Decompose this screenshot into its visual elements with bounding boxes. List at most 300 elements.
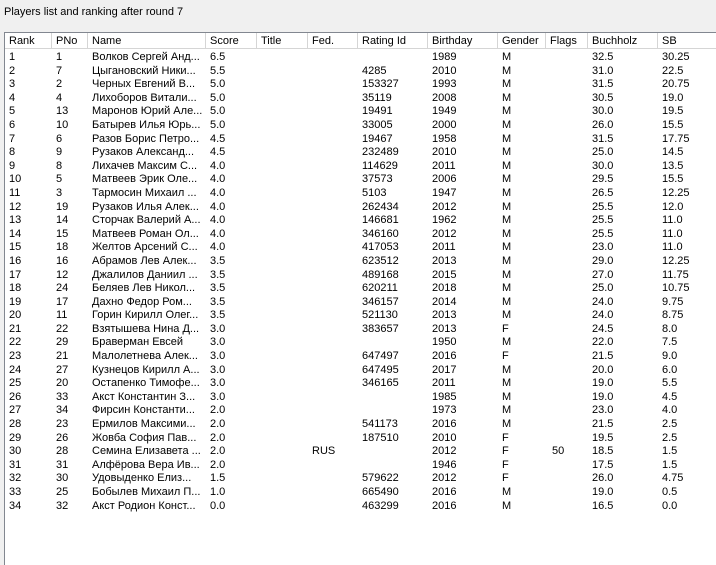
- cell-name: Беляев Лев Никол...: [92, 282, 196, 295]
- cell-pno: 1: [56, 51, 63, 63]
- cell-rank: 6: [9, 118, 16, 131]
- cell-buch: 21.5: [592, 350, 614, 363]
- cell-name: Фирсин Константи...: [92, 404, 195, 417]
- cell-buch: 24.0: [592, 309, 614, 322]
- cell-pno: 7: [56, 64, 63, 77]
- table-row[interactable]: [5, 500, 716, 514]
- cell-bday: 2012: [432, 472, 457, 485]
- cell-sb: 4.75: [662, 472, 684, 485]
- cell-rank: 9: [9, 159, 16, 172]
- col-header-fed[interactable]: Fed.: [308, 33, 358, 49]
- cell-gender: M: [502, 404, 512, 417]
- cell-title: [261, 364, 309, 378]
- cell-bday: 1962: [432, 214, 457, 227]
- cell-pno: 32: [56, 499, 69, 512]
- cell-sb: 8.75: [662, 309, 684, 322]
- cell-name: Матвеев Эрик Оле...: [92, 173, 198, 186]
- table-row[interactable]: [5, 201, 716, 215]
- cell-bday: 2016: [432, 350, 457, 363]
- table-row[interactable]: [5, 350, 716, 364]
- cell-rank: 12: [9, 200, 22, 213]
- cell-bday: 2012: [432, 200, 457, 213]
- cell-sb: 15.5: [662, 173, 684, 186]
- col-header-rating-id[interactable]: Rating Id: [358, 33, 428, 49]
- table-row[interactable]: [5, 255, 716, 269]
- cell-fed: [312, 92, 360, 106]
- cell-flags: [552, 404, 592, 418]
- cell-gender: M: [502, 105, 512, 118]
- cell-sb: 12.25: [662, 254, 690, 267]
- table-row[interactable]: [5, 160, 716, 174]
- cell-buch: 31.5: [592, 132, 614, 145]
- cell-rating: 33005: [362, 118, 393, 131]
- table-row[interactable]: [5, 309, 716, 323]
- cell-score: 2.0: [210, 445, 226, 458]
- cell-bday: 1958: [432, 132, 457, 145]
- cell-bday: 2016: [432, 418, 457, 431]
- cell-rating: 262434: [362, 200, 399, 213]
- cell-flags: [552, 255, 592, 269]
- table-row[interactable]: [5, 241, 716, 255]
- cell-sb: 1.5: [662, 458, 678, 471]
- cell-sb: 4.5: [662, 390, 678, 403]
- cell-flags: [552, 377, 592, 391]
- cell-bday: 1946: [432, 458, 457, 471]
- cell-title: [261, 404, 309, 418]
- cell-bday: 2016: [432, 499, 457, 512]
- cell-pno: 28: [56, 445, 69, 458]
- cell-gender: M: [502, 146, 512, 159]
- cell-rank: 10: [9, 173, 22, 186]
- cell-rank: 11: [9, 186, 21, 199]
- cell-flags: [552, 296, 592, 310]
- table-row[interactable]: [5, 377, 716, 391]
- cell-bday: 2006: [432, 173, 457, 186]
- cell-score: 3.5: [210, 282, 226, 295]
- table-row[interactable]: [5, 51, 716, 65]
- table-row[interactable]: [5, 459, 716, 473]
- cell-buch: 31.0: [592, 64, 614, 77]
- cell-rank: 14: [9, 227, 22, 240]
- cell-sb: 0.5: [662, 486, 678, 498]
- cell-sb: 2.5: [662, 431, 678, 444]
- window-title: Players list and ranking after round 7: [4, 6, 184, 18]
- cell-title: [261, 105, 309, 119]
- cell-title: [261, 377, 309, 391]
- cell-pno: 30: [56, 472, 69, 485]
- cell-flags: [552, 269, 592, 283]
- cell-score: 4.0: [210, 159, 226, 172]
- cell-title: [261, 160, 309, 174]
- cell-pno: 29: [56, 336, 69, 349]
- cell-rank: 34: [9, 499, 22, 512]
- col-header-birthday[interactable]: Birthday: [428, 33, 498, 49]
- cell-gender: M: [502, 132, 512, 145]
- cell-score: 0.0: [210, 499, 226, 512]
- table-row[interactable]: [5, 364, 716, 378]
- cell-bday: 2013: [432, 254, 457, 267]
- cell-gender: M: [502, 186, 512, 199]
- cell-title: [261, 65, 309, 79]
- cell-buch: 18.5: [592, 445, 614, 458]
- cell-rating: 19491: [362, 105, 393, 118]
- cell-gender: M: [502, 390, 512, 403]
- cell-flags: [552, 105, 592, 119]
- cell-pno: 21: [56, 350, 69, 363]
- cell-score: 4.0: [210, 227, 226, 240]
- cell-name: Разов Борис Петро...: [92, 132, 200, 145]
- cell-pno: 26: [56, 431, 69, 444]
- cell-bday: 2016: [432, 486, 457, 498]
- table-row[interactable]: [5, 282, 716, 296]
- cell-sb: 12.25: [662, 186, 690, 199]
- table-row[interactable]: [5, 119, 716, 133]
- cell-fed: [312, 214, 360, 228]
- cell-rating: [362, 51, 430, 65]
- cell-fed: [312, 78, 360, 92]
- cell-rating: [362, 445, 430, 459]
- cell-rank: 29: [9, 431, 22, 444]
- cell-score: 6.5: [210, 51, 226, 63]
- cell-flags: [552, 364, 592, 378]
- cell-score: 3.5: [210, 295, 226, 308]
- table-row[interactable]: [5, 391, 716, 405]
- cell-bday: 2012: [432, 445, 457, 458]
- cell-gender: M: [502, 486, 512, 498]
- cell-flags: [552, 241, 592, 255]
- cell-rating: 417053: [362, 241, 399, 254]
- cell-score: 3.0: [210, 336, 226, 349]
- cell-fed: [312, 336, 360, 350]
- table-row[interactable]: [5, 65, 716, 79]
- cell-pno: 14: [56, 214, 69, 227]
- cell-fed: [312, 201, 360, 215]
- cell-buch: 26.5: [592, 186, 614, 199]
- cell-sb: 11.0: [662, 227, 683, 240]
- cell-bday: 1973: [432, 404, 457, 417]
- cell-rank: 23: [9, 350, 22, 363]
- cell-sb: 11.0: [662, 214, 683, 227]
- cell-fed: [312, 350, 360, 364]
- cell-pno: 4: [56, 91, 63, 104]
- cell-flags: [552, 160, 592, 174]
- cell-buch: 19.5: [592, 431, 614, 444]
- table-row[interactable]: [5, 78, 716, 92]
- cell-gender: M: [502, 295, 512, 308]
- cell-score: 5.0: [210, 105, 226, 118]
- cell-rating: 232489: [362, 146, 399, 159]
- cell-name: Бобылев Михаил П...: [92, 486, 201, 498]
- cell-rating: 665490: [362, 486, 399, 498]
- cell-fed: [312, 187, 360, 201]
- cell-buch: 25.5: [592, 227, 614, 240]
- cell-name: Желтов Арсений С...: [92, 241, 198, 254]
- cell-fed: [312, 119, 360, 133]
- cell-flags: [552, 336, 592, 350]
- cell-flags: [552, 201, 592, 215]
- grid-header: [5, 33, 716, 50]
- cell-name: Абрамов Лев Алек...: [92, 254, 197, 267]
- cell-rating: 623512: [362, 254, 399, 267]
- cell-score: 1.5: [210, 472, 226, 485]
- cell-title: [261, 173, 309, 187]
- cell-title: [261, 92, 309, 106]
- cell-bday: 1949: [432, 105, 457, 118]
- cell-rank: 5: [9, 105, 16, 118]
- cell-sb: 19.0: [662, 91, 684, 104]
- cell-rating: 647497: [362, 350, 399, 363]
- cell-name: Черных Евгений В...: [92, 78, 196, 91]
- cell-pno: 19: [56, 200, 69, 213]
- cell-name: Рузаков Илья Алек...: [92, 200, 199, 213]
- cell-rating: 346157: [362, 295, 399, 308]
- cell-fed: [312, 160, 360, 174]
- cell-gender: F: [502, 322, 509, 335]
- cell-sb: 9.0: [662, 350, 678, 363]
- cell-bday: 2018: [432, 282, 457, 295]
- cell-rank: 18: [9, 282, 22, 295]
- cell-sb: 14.5: [662, 146, 684, 159]
- cell-gender: F: [502, 472, 509, 485]
- cell-rating: 114629: [362, 159, 398, 172]
- table-row[interactable]: [5, 432, 716, 446]
- cell-pno: 33: [56, 390, 69, 403]
- table-row[interactable]: [5, 92, 716, 106]
- cell-pno: 22: [56, 322, 69, 335]
- cell-gender: M: [502, 336, 512, 349]
- cell-gender: M: [502, 418, 512, 431]
- cell-buch: 25.0: [592, 282, 614, 295]
- col-header-pno[interactable]: PNo: [52, 33, 88, 49]
- cell-pno: 17: [56, 295, 69, 308]
- cell-buch: 24.5: [592, 322, 614, 335]
- col-header-sb[interactable]: SB: [658, 33, 716, 49]
- cell-name: Браверман Евсей: [92, 336, 184, 349]
- cell-gender: M: [502, 118, 512, 131]
- cell-sb: 0.0: [662, 499, 678, 512]
- cell-rank: 27: [9, 404, 22, 417]
- cell-sb: 22.5: [662, 64, 684, 77]
- cell-sb: 7.5: [662, 336, 678, 349]
- table-row[interactable]: [5, 105, 716, 119]
- cell-fed: [312, 500, 360, 514]
- cell-bday: 2014: [432, 295, 457, 308]
- cell-buch: 23.0: [592, 241, 614, 254]
- col-header-gender[interactable]: Gender: [498, 33, 546, 49]
- cell-flags: [552, 51, 592, 65]
- table-row[interactable]: [5, 336, 716, 350]
- cell-rating: 35119: [362, 91, 392, 104]
- cell-gender: F: [502, 350, 509, 363]
- cell-fed: [312, 404, 360, 418]
- cell-bday: 2000: [432, 118, 457, 131]
- cell-flags: [552, 173, 592, 187]
- cell-flags: [552, 418, 592, 432]
- cell-rating: [362, 391, 430, 405]
- cell-pno: 6: [56, 132, 63, 145]
- cell-gender: F: [502, 445, 509, 458]
- cell-score: 5.0: [210, 91, 226, 104]
- cell-score: 5.0: [210, 118, 226, 131]
- cell-sb: 30.25: [662, 51, 690, 63]
- cell-rank: 15: [9, 241, 22, 254]
- cell-title: [261, 418, 309, 432]
- table-row[interactable]: [5, 214, 716, 228]
- cell-pno: 20: [56, 377, 69, 390]
- cell-pno: 5: [56, 173, 63, 186]
- cell-sb: 6.0: [662, 363, 678, 376]
- table-row[interactable]: [5, 323, 716, 337]
- table-row[interactable]: [5, 187, 716, 201]
- cell-name: Дахно Федор Ром...: [92, 295, 192, 308]
- cell-gender: M: [502, 91, 512, 104]
- cell-fed: [312, 241, 360, 255]
- col-header-title[interactable]: Title: [257, 33, 308, 49]
- cell-title: [261, 269, 309, 283]
- cell-buch: 23.0: [592, 404, 614, 417]
- cell-pno: 23: [56, 418, 69, 431]
- cell-rank: 2: [9, 64, 16, 77]
- cell-name: Горин Кирилл Олег...: [92, 309, 199, 322]
- table-row[interactable]: [5, 486, 716, 500]
- cell-bday: 2011: [432, 241, 456, 254]
- table-row[interactable]: [5, 228, 716, 242]
- cell-name: Джалилов Даниил ...: [92, 268, 198, 281]
- cell-buch: 32.5: [592, 51, 614, 63]
- cell-bday: 2012: [432, 227, 457, 240]
- cell-flags: [552, 65, 592, 79]
- cell-flags: [552, 187, 592, 201]
- cell-bday: 2013: [432, 322, 457, 335]
- cell-pno: 10: [56, 118, 69, 131]
- table-row[interactable]: [5, 472, 716, 486]
- cell-title: [261, 282, 309, 296]
- cell-rank: 25: [9, 377, 22, 390]
- cell-buch: 30.5: [592, 91, 614, 104]
- cell-title: [261, 214, 309, 228]
- cell-flags: [552, 92, 592, 106]
- cell-buch: 31.5: [592, 78, 614, 91]
- cell-pno: 34: [56, 404, 69, 417]
- cell-sb: 11.0: [662, 241, 683, 254]
- cell-pno: 9: [56, 146, 63, 159]
- col-header-rank[interactable]: Rank: [5, 33, 52, 49]
- cell-bday: 2013: [432, 309, 457, 322]
- cell-rank: 20: [9, 309, 22, 322]
- cell-title: [261, 350, 309, 364]
- cell-name: Сторчак Валерий А...: [92, 214, 201, 227]
- col-header-buchholz[interactable]: Buchholz: [588, 33, 658, 49]
- table-row[interactable]: [5, 133, 716, 147]
- cell-fed: [312, 105, 360, 119]
- table-row[interactable]: [5, 445, 716, 459]
- cell-name: Малолетнева Алек...: [92, 350, 198, 363]
- cell-sb: 11.75: [662, 268, 689, 281]
- cell-rank: 3: [9, 78, 16, 91]
- cell-bday: 2011: [432, 159, 456, 172]
- cell-rank: 1: [9, 51, 16, 63]
- cell-rating: [362, 336, 430, 350]
- cell-gender: F: [502, 458, 509, 471]
- cell-bday: 2011: [432, 377, 456, 390]
- cell-title: [261, 201, 309, 215]
- table-row[interactable]: [5, 146, 716, 160]
- cell-gender: M: [502, 241, 512, 254]
- cell-score: 3.0: [210, 350, 226, 363]
- cell-pno: 2: [56, 78, 63, 91]
- cell-gender: M: [502, 214, 512, 227]
- cell-fed: [312, 472, 360, 486]
- cell-title: [261, 146, 309, 160]
- cell-rank: 28: [9, 418, 22, 431]
- col-header-name[interactable]: Name: [88, 33, 206, 49]
- cell-title: [261, 472, 309, 486]
- cell-rank: 8: [9, 146, 16, 159]
- cell-sb: 10.75: [662, 282, 690, 295]
- cell-flags: [552, 323, 592, 337]
- cell-gender: M: [502, 309, 512, 322]
- cell-fed: [312, 459, 360, 473]
- cell-flags: [552, 309, 592, 323]
- cell-sb: 12.0: [662, 200, 684, 213]
- cell-gender: M: [502, 173, 512, 186]
- cell-fed: [312, 51, 360, 65]
- cell-name: Батырев Илья Юрь...: [92, 118, 201, 131]
- cell-buch: 26.0: [592, 472, 614, 485]
- cell-score: 2.0: [210, 418, 226, 431]
- cell-buch: 27.0: [592, 268, 614, 281]
- cell-title: [261, 241, 309, 255]
- cell-title: [261, 296, 309, 310]
- col-header-score[interactable]: Score: [206, 33, 257, 49]
- cell-rank: 26: [9, 390, 22, 403]
- cell-title: [261, 78, 309, 92]
- cell-rank: 31: [9, 458, 22, 471]
- table-row[interactable]: [5, 418, 716, 432]
- table-row[interactable]: [5, 173, 716, 187]
- cell-rating: 5103: [362, 186, 387, 199]
- cell-pno: 11: [56, 309, 68, 322]
- cell-score: 2.0: [210, 431, 226, 444]
- cell-flags: [552, 432, 592, 446]
- cell-gender: M: [502, 78, 512, 91]
- cell-rating: 521130: [362, 309, 398, 322]
- cell-score: 1.0: [210, 486, 226, 498]
- cell-score: 2.0: [210, 404, 226, 417]
- cell-name: Рузаков Александ...: [92, 146, 195, 159]
- col-header-flags[interactable]: Flags: [546, 33, 588, 49]
- cell-score: 5.5: [210, 64, 226, 77]
- cell-pno: 31: [56, 458, 69, 471]
- cell-buch: 25.5: [592, 200, 614, 213]
- cell-flags: 50: [552, 445, 565, 458]
- cell-fed: [312, 282, 360, 296]
- cell-name: Маронов Юрий Але...: [92, 105, 203, 118]
- table-row[interactable]: [5, 296, 716, 310]
- cell-rank: 30: [9, 445, 22, 458]
- cell-title: [261, 432, 309, 446]
- table-row[interactable]: [5, 404, 716, 418]
- players-grid[interactable]: [4, 32, 716, 565]
- cell-bday: 1950: [432, 336, 457, 349]
- cell-sb: 9.75: [662, 295, 684, 308]
- table-row[interactable]: [5, 269, 716, 283]
- cell-sb: 1.5: [662, 445, 678, 458]
- cell-fed: [312, 486, 360, 500]
- cell-buch: 21.5: [592, 418, 614, 431]
- cell-bday: 2015: [432, 268, 457, 281]
- cell-pno: 13: [56, 105, 69, 118]
